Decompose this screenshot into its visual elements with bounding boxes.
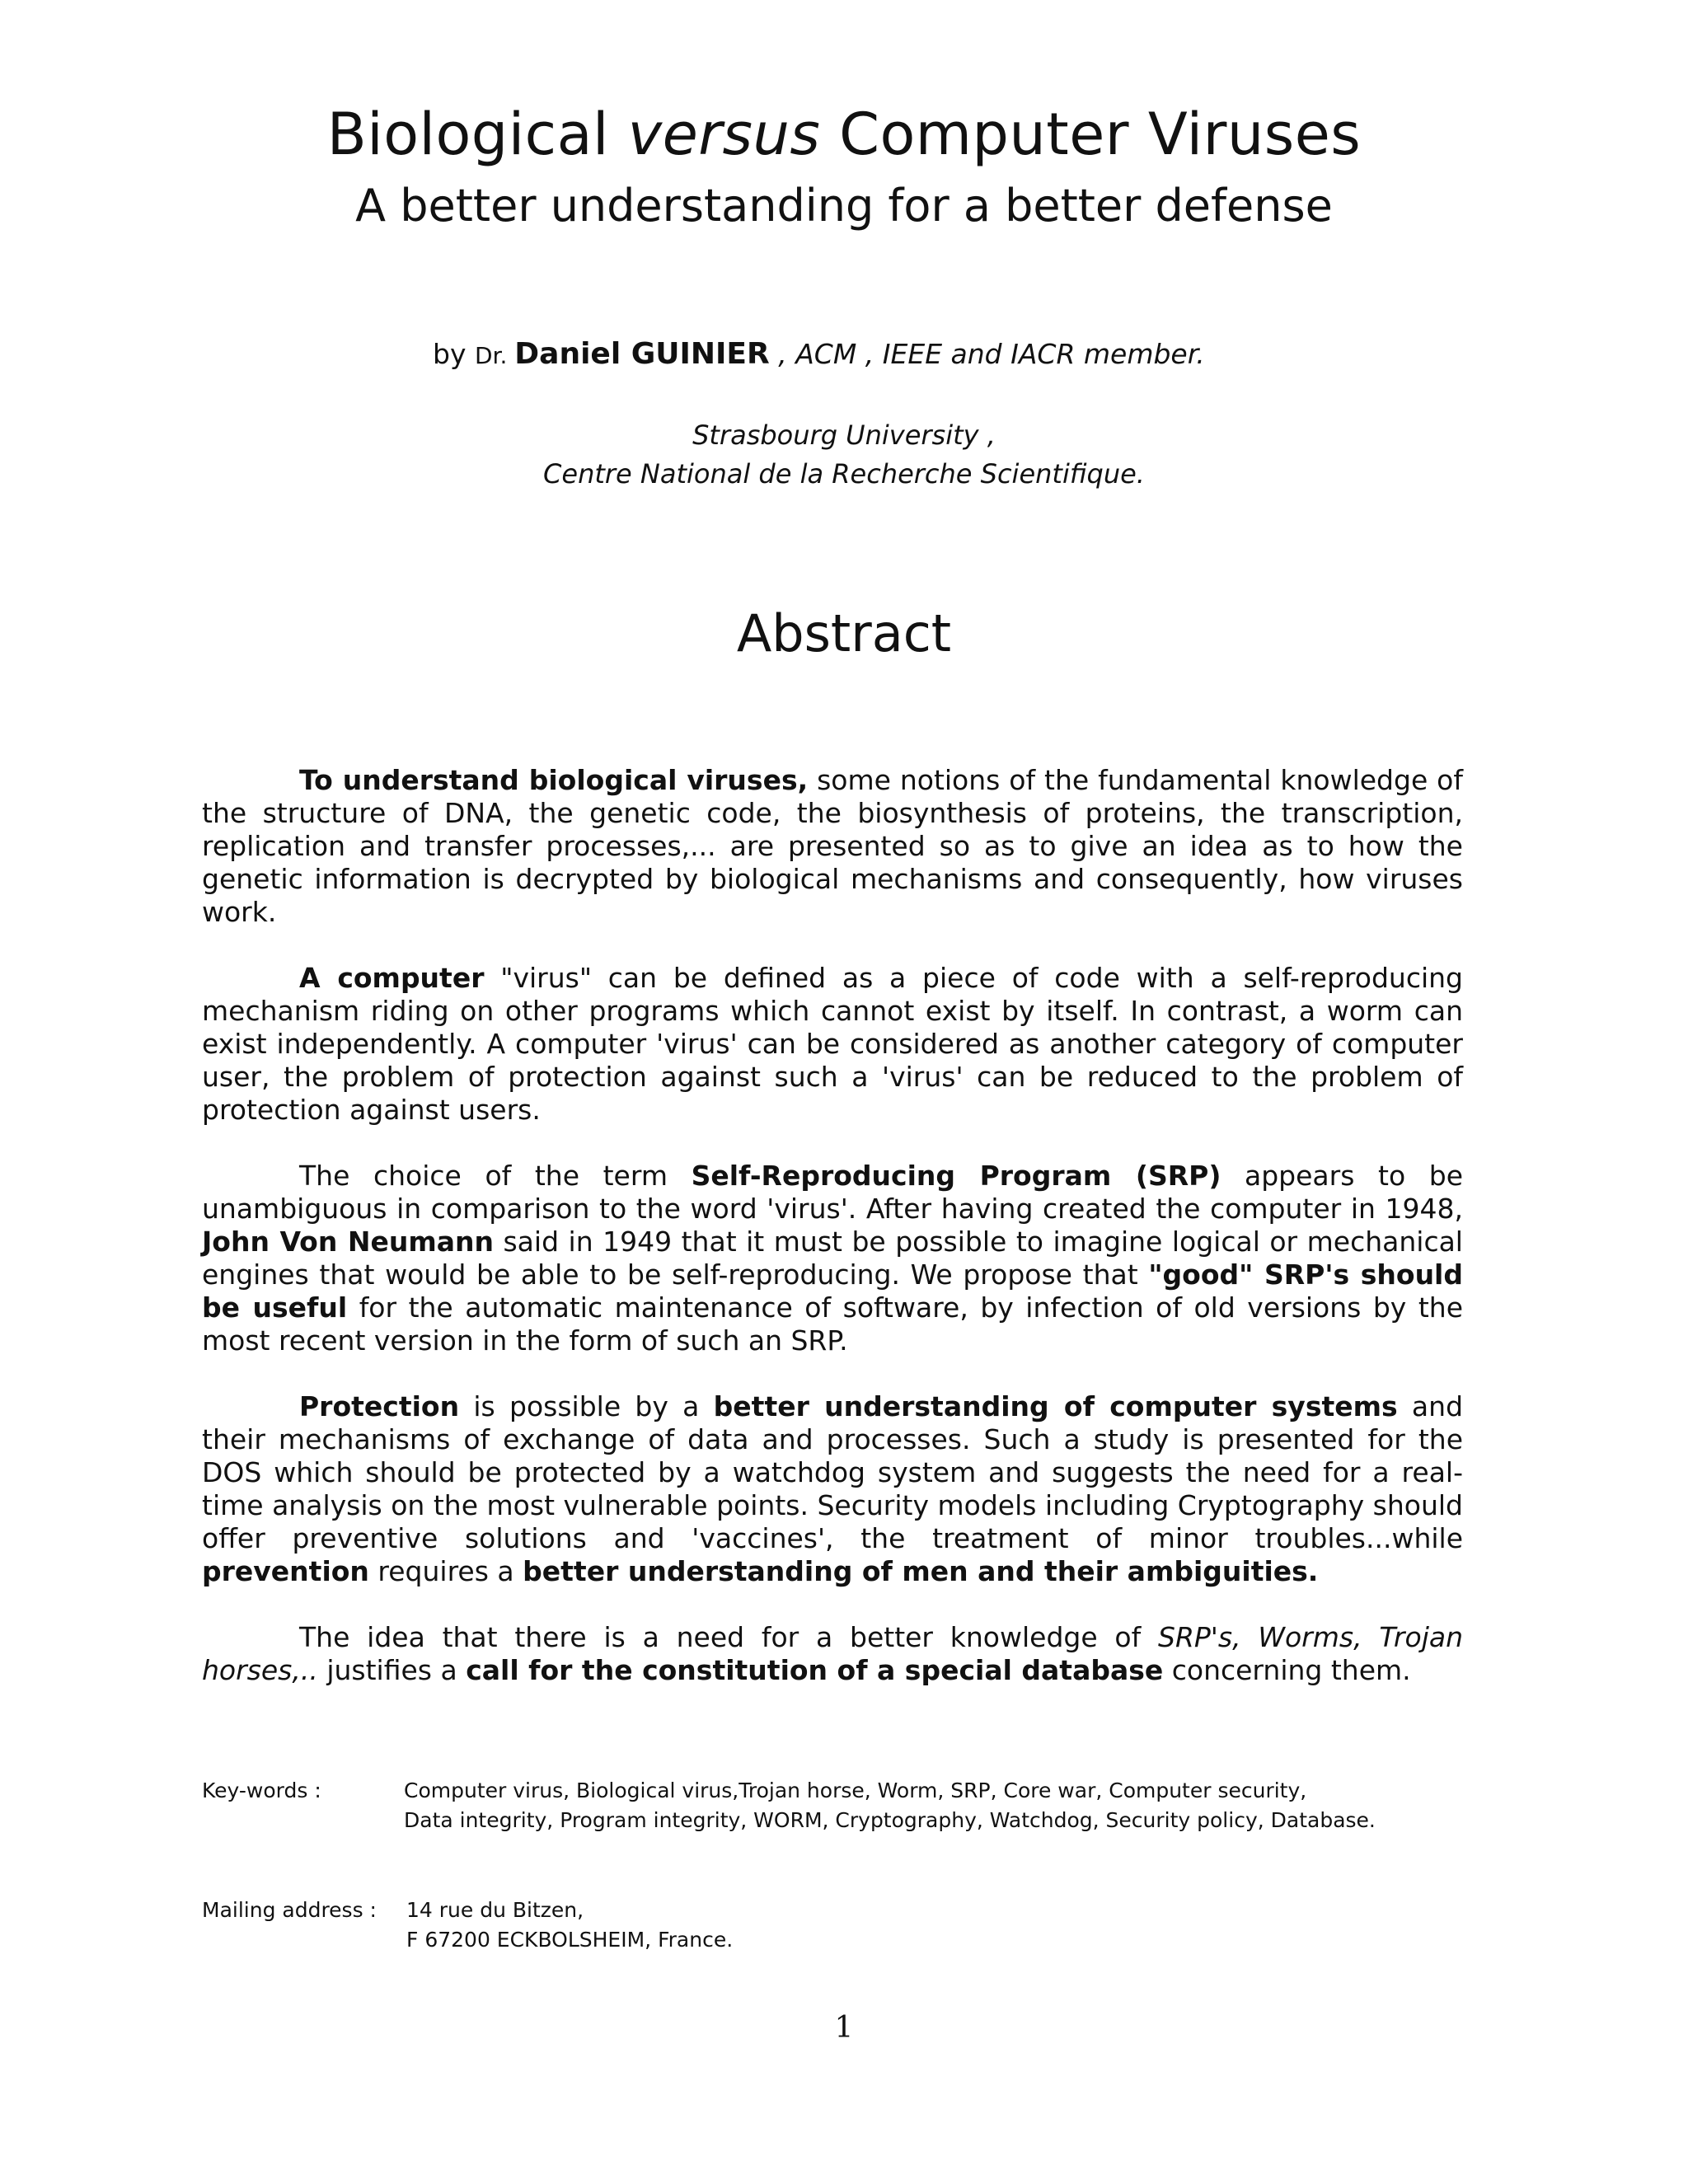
p1-bold: To understand biological viruses, (299, 764, 809, 796)
title-suffix: Computer Viruses (820, 101, 1362, 168)
author-byline (433, 336, 1205, 372)
mailing-address (406, 1896, 733, 1955)
author-name: Daniel GUINIER (514, 337, 770, 371)
p5-italic-1: SRP's, Worms, Trojan horses,.. (202, 1621, 1463, 1686)
affiliation-line-2: Centre National de la Recherche Scientifique. (543, 458, 1145, 490)
p3-text-1: The choice of the term (299, 1160, 692, 1192)
p1-text: some notions of the fundamental knowledge of the structure of DNA, the genetic code, the biosynthesis of proteins, the transcription, replication and transfer processes,... are presented so as to give an idea as to how the genetic information is decrypted by biological mechanisms and consequently, how viruses work. (202, 764, 1463, 928)
p3-bold-2: John Von Neumann (202, 1226, 494, 1258)
abstract-paragraph-5 (202, 1621, 1463, 1687)
abstract-body (202, 764, 1463, 1720)
mailing-address-line-2: F 67200 ECKBOLSHEIM, France. (406, 1928, 734, 1952)
p3-text-4: for the automatic maintenance of software, by infection of old versions by the most recent version in the form of such an SRP. (202, 1291, 1463, 1357)
p4-bold-1: Protection (299, 1390, 460, 1422)
abstract-paragraph-4 (202, 1390, 1463, 1588)
abstract-heading: Abstract (736, 603, 952, 663)
paper-title (0, 103, 1688, 166)
p2-bold: A computer (299, 962, 485, 994)
p2-text: "virus" can be defined as a piece of code with a self-reproducing mechanism riding on other programs which cannot exist by itself. In contrast, a worm can exist independently. A computer 'virus' can be considered as another category of computer user, the problem of protection against such a 'virus' can be reduced to the problem of protection against users. (202, 962, 1463, 1126)
author-affiliation (0, 416, 1688, 494)
p3-bold-3: "good" SRP's should be useful (202, 1258, 1463, 1324)
p3-bold-1: Self-Reproducing Program (SRP) (691, 1160, 1221, 1192)
p4-text-2: and their mechanisms of exchange of data and processes. Such a study is presented for the DOS which should be protected by a watchdog system and suggests the need for a real-time analysis on the most vulnerable points. Security models including Cryptography should offer preventive solutions and 'vaccines', the treatment of minor troubles...while (202, 1390, 1464, 1554)
mailing-address-line-1: 14 rue du Bitzen, (406, 1898, 584, 1922)
abstract-paragraph-2 (202, 962, 1463, 1127)
p5-bold-1: call for the constitution of a special database (466, 1654, 1164, 1686)
p4-bold-2: better understanding of computer systems (713, 1390, 1398, 1422)
keywords-list (404, 1776, 1475, 1835)
author-memberships: , ACM , IEEE and IACR member. (769, 338, 1205, 370)
title-prefix: Biological (326, 101, 628, 168)
p4-text-3: requires a (368, 1555, 523, 1587)
p5-text-3: concerning them. (1163, 1654, 1411, 1686)
page-number: 1 (834, 2011, 854, 2045)
keywords-line-2: Data integrity, Program integrity, WORM, Cryptography, Watchdog, Security policy, Database. (404, 1808, 1376, 1832)
p5-text-2: justifies a (317, 1654, 467, 1686)
p4-text-1: is possible by a (459, 1390, 714, 1422)
title-italic: versus (627, 101, 821, 168)
p3-text-2: appears to be unambiguous in comparison to the word 'virus'. After having created the computer in 1948, (202, 1160, 1463, 1225)
keywords-label: Key-words : (202, 1779, 321, 1802)
byline-title: Dr. (474, 342, 515, 369)
paper-subtitle: A better understanding for a better defense (355, 180, 1333, 232)
byline-by: by (433, 338, 475, 370)
p5-text-1: The idea that there is a need for a better knowledge of (299, 1621, 1159, 1653)
affiliation-line-1: Strasbourg University , (692, 419, 996, 451)
p3-text-3: said in 1949 that it must be possible to imagine logical or mechanical engines that would be able to be self-reproducing. We propose that (202, 1226, 1463, 1291)
keywords-line-1: Computer virus, Biological virus,Trojan horse, Worm, SRP, Core war, Computer security, (404, 1779, 1307, 1802)
abstract-paragraph-1 (202, 764, 1463, 929)
mailing-address-label: Mailing address : (202, 1898, 377, 1922)
p4-bold-3: prevention (202, 1555, 369, 1587)
p4-bold-4: better understanding of men and their ambiguities. (523, 1555, 1319, 1587)
abstract-paragraph-3 (202, 1160, 1463, 1357)
